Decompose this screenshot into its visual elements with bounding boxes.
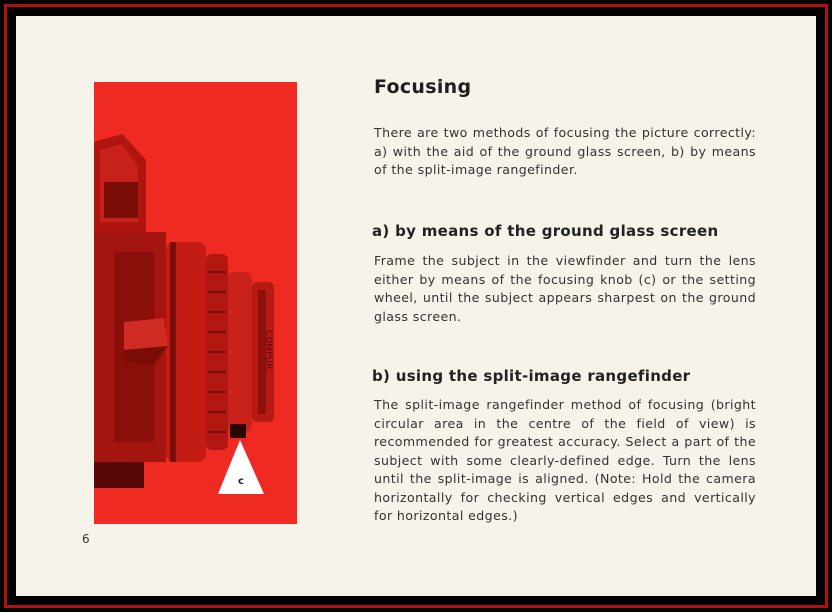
- section-b-body: The split-image rangefinder method of focusing (bright circular area in the centre of the field of view) is recommended for greatest accuracy. Select a part of the subject with some clearly-defined edge. Turn the lens until the split-image is aligned. (Note: Hold the camera horizontally for checking vertical edges and vertically for horizontal edges.): [374, 397, 756, 523]
- camera-illustration: [94, 82, 297, 524]
- page-title: Focusing: [374, 76, 472, 98]
- shutter-lever: [124, 318, 168, 350]
- focusing-knob: [230, 424, 246, 438]
- camera-drawing: [94, 82, 297, 524]
- section-a-body: Frame the subject in the viewfinder and turn the lens either by means of the focusing knob (c) or the setting wheel, until the subject appears sharpest on the ground glass screen.: [374, 253, 756, 324]
- section-b-heading: b) using the split-image rangefinder: [372, 367, 691, 385]
- section-a-heading: a) by means of the ground glass screen: [372, 222, 719, 240]
- intro-paragraph: There are two methods of focusing the picture correctly: a) with the aid of the ground glass screen, b) by means of the split-image rangefinder.: [374, 125, 756, 177]
- manual-page: [16, 16, 816, 596]
- lens-barrel-shadow: [170, 242, 176, 462]
- lens-brand-text: COMPUR: [263, 330, 273, 370]
- lens-ring-focus: [228, 272, 252, 432]
- page-number: 6: [82, 532, 90, 546]
- callout-label: c: [238, 476, 244, 487]
- camera-bottom: [94, 462, 144, 488]
- viewfinder-window: [104, 182, 138, 218]
